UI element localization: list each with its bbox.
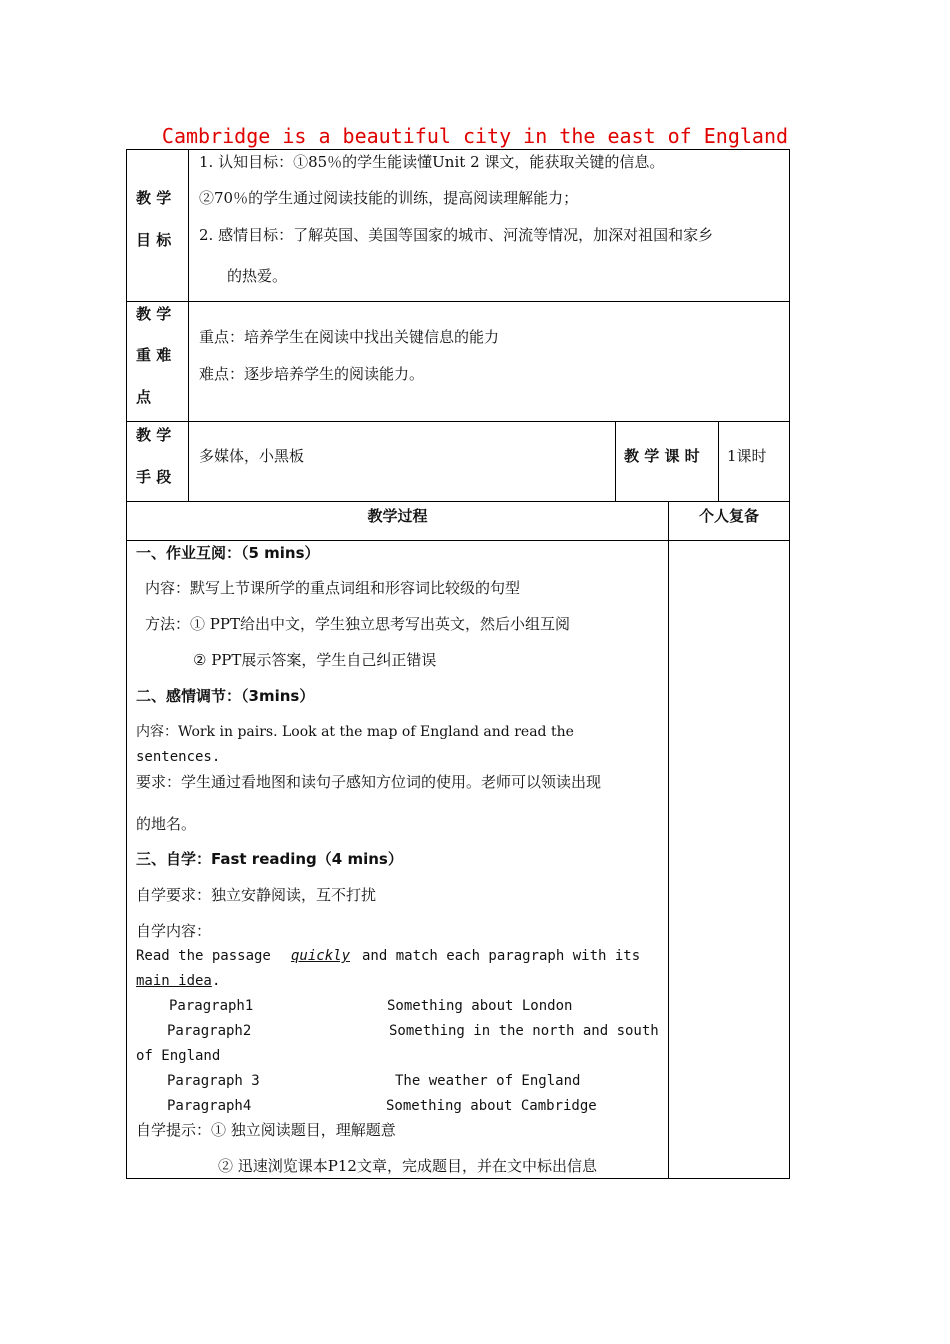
key-points-focus: 重点：培养学生在阅读中找出关键信息的能力	[199, 328, 500, 346]
side-header: 个人复备	[698, 507, 759, 525]
key-points-label-2: 重 难	[136, 346, 172, 364]
section-2-requirement-a: 要求：学生通过看地图和读句子感知方位词的使用。老师可以领读出现	[136, 773, 602, 791]
paragraph-4-idea: Something about Cambridge	[386, 1098, 597, 1114]
objectives-line-3: 2. 感情目标：了解英国、美国等国家的城市、河流等情况，加深对祖国和家乡	[199, 226, 714, 244]
section-3-title: 三、自学：Fast reading（4 mins）	[136, 850, 403, 868]
section-2-requirement-b: 的地名。	[136, 815, 197, 833]
read-instruction-start: Read the passage	[136, 948, 271, 964]
read-instruction-quickly: quickly	[291, 948, 351, 964]
section-1-method-2: ② PPT展示答案，学生自己纠正错误	[193, 651, 437, 669]
objectives-line-1: 1. 认知目标：①85％的学生能读懂Unit 2 课文，能获取关键的信息。	[199, 153, 665, 171]
paragraph-4-label: Paragraph4	[167, 1098, 252, 1114]
study-hint-2: ② 迅速浏览课本P12文章，完成题目，并在文中标出信息	[218, 1157, 597, 1175]
paragraph-3-idea: The weather of England	[395, 1073, 581, 1089]
key-points-label-3: 点	[136, 388, 152, 406]
hours-label: 教 学 课 时	[624, 447, 700, 465]
paragraph-2-label: Paragraph2	[167, 1023, 252, 1039]
means-value: 多媒体，小黑板	[199, 447, 305, 465]
study-hint-1: 自学提示：① 独立阅读题目，理解题意	[136, 1121, 396, 1139]
objectives-line-2: ②70％的学生通过阅读技能的训练，提高阅读理解能力；	[199, 189, 579, 207]
hours-value: 1课时	[727, 447, 767, 465]
key-points-content-cell	[188, 301, 790, 422]
section-1-content: 内容：默写上节课所学的重点词组和形容词比较级的句型	[145, 579, 521, 597]
section-3-content-label: 自学内容：	[136, 922, 212, 940]
section-2-content-b: sentences.	[136, 749, 221, 765]
paragraph-3-label: Paragraph 3	[167, 1073, 260, 1089]
page-title: Cambridge is a beautiful city in the east of England	[161, 124, 789, 148]
section-2-content-a: 内容：Work in pairs. Look at the map of England and read the	[136, 724, 574, 740]
read-instruction-period: .	[212, 973, 221, 989]
means-label-2: 手 段	[136, 468, 172, 486]
section-1-method-1: 方法：① PPT给出中文，学生独立思考写出英文，然后小组互阅	[145, 615, 570, 633]
section-3-requirement: 自学要求：独立安静阅读，互不打扰	[136, 886, 377, 904]
objectives-label-cell	[126, 149, 189, 302]
side-notes-cell	[668, 540, 790, 1179]
objectives-line-4: 的热爱。	[227, 267, 288, 285]
objectives-label-1: 教 学	[136, 189, 172, 207]
objectives-label-2: 目 标	[136, 231, 172, 249]
section-2-title: 二、感情调节：（3mins）	[136, 687, 315, 705]
key-points-label-1: 教 学	[136, 305, 172, 323]
means-label-1: 教 学	[136, 426, 172, 444]
paragraph-2-idea: Something in the north and south	[389, 1023, 659, 1039]
read-instruction-main-idea: main idea	[136, 973, 212, 989]
process-header: 教学过程	[367, 507, 428, 525]
paragraph-1-idea: Something about London	[387, 998, 573, 1014]
paragraph-1-label: Paragraph1	[169, 998, 254, 1014]
paragraph-2-idea-cont: of England	[136, 1048, 221, 1064]
section-1-title: 一、作业互阅：（5 mins）	[136, 544, 320, 562]
key-points-difficulty: 难点：逐步培养学生的阅读能力。	[199, 365, 425, 383]
read-instruction-end: and match each paragraph with its	[362, 948, 641, 964]
